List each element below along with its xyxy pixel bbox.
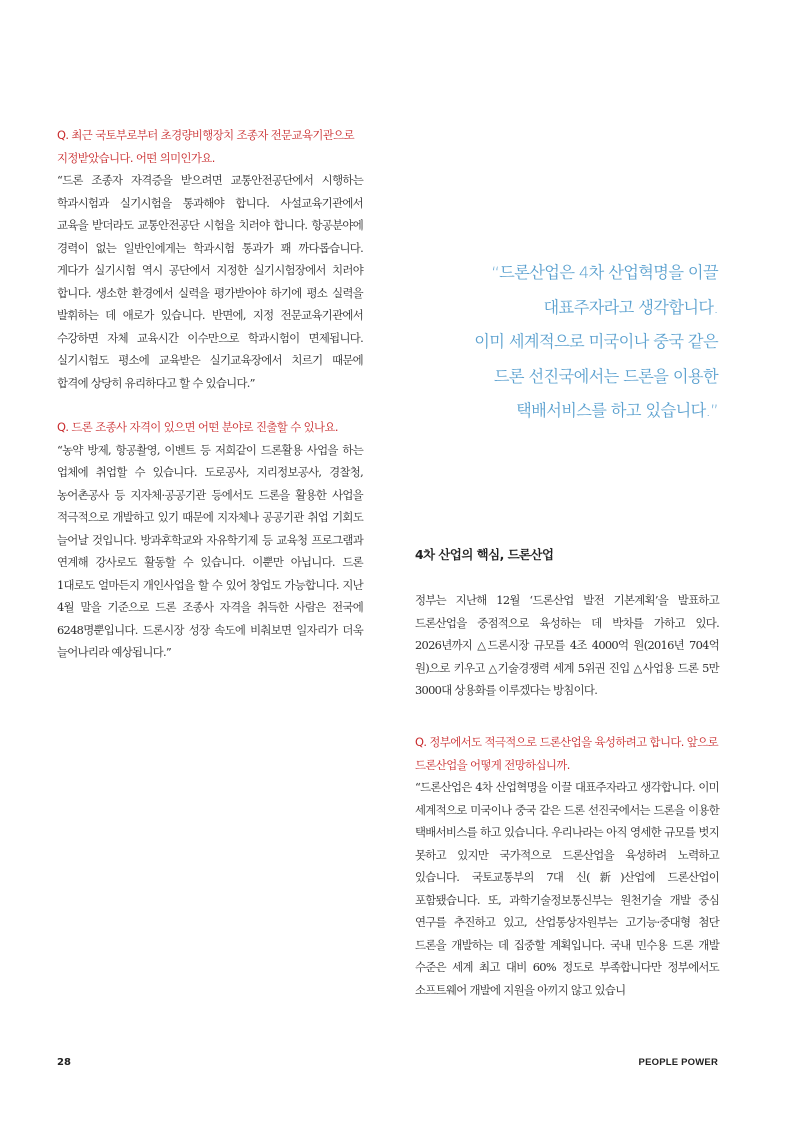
pull-quote bbox=[440, 256, 718, 429]
section-heading: 4차 산업의 핵심, 드론산업 bbox=[415, 547, 554, 562]
left-column bbox=[57, 124, 363, 664]
question-1: Q. 최근 국토부로부터 초경량비행장치 조종자 전문교육기관으로 지정받았습니다. 어떤 의미인가요. bbox=[57, 128, 354, 165]
pull-quote-line: 대표주자라고 생각합니다. bbox=[543, 297, 718, 317]
pull-quote-line: 이미 세계적으로 미국이나 중국 같은 bbox=[474, 332, 718, 351]
intro-paragraph-block bbox=[415, 589, 719, 702]
intro-paragraph: 정부는 지난해 12월 ‘드론산업 발전 기본계획’을 발표하고 드론산업을 중점적으로 육성하는 데 박차를 가하고 있다. 2026년까지 △드론시장 규모를 4조 4000억 원(2016년 704억 원)으로 키우고 △기술경쟁력 세계 5위권 진입 △사업용 드론 5만 3000대 상용화를 이루겠다는 방침이다. bbox=[415, 593, 719, 697]
question-3: Q. 정부에서도 적극적으로 드론산업을 육성하려고 합니다. 앞으로 드론산업을 어떻게 전망하십니까. bbox=[415, 735, 719, 772]
pull-quote-line: 택배서비스를 하고 있습니다.” bbox=[516, 401, 718, 420]
answer-1: “드론 조종자 자격증을 받으려면 교통안전공단에서 시행하는 학과시험과 실기시험을 통과해야 합니다. 사설교육기관에서 교육을 받더라도 교통안전공단 시험을 치러야 합니다. 항공분야에 경력이 없는 일반인에게는 학과시험 통과가 꽤 까다롭습니다. 게다가 실기시험 역시 공단에서 지정한 실기시험장에서 치러야 합니다. 생소한 환경에서 실력을 평가받아야 하기에 평소 실력을 발휘하는 데 애로가 있습니다. 반면에, 지정 전문교육기관에서 수강하면 자체 교육시간 이수만으로 학과시험이 면제됩니다. 실기시험도 평소에 교육받은 실기교육장에서 치르기 때문에 합격에 상당히 유리하다고 할 수 있습니다.” bbox=[57, 173, 363, 390]
magazine-name: PEOPLE POWER bbox=[638, 1057, 718, 1068]
answer-2: “농약 방제, 항공촬영, 이벤트 등 저희같이 드론활용 사업을 하는 업체에 취업할 수 있습니다. 도로공사, 지리정보공사, 경찰청, 농어촌공사 등 지자체·공공기관 등에서도 드론을 활용한 사업을 적극적으로 개발하고 있기 때문에 지자체나 공공기관 취업 기회도 늘어날 것입니다. 방과후학교와 자유학기제 등 교육청 프로그램과 연계해 강사로도 활동할 수 있습니다. 이뿐만 아닙니다. 드론 1대로도 얼마든지 개인사업을 할 수 있어 창업도 가능합니다. 지난 4월 말을 기준으로 드론 조종사 자격을 취득한 사람은 전국에 6248명뿐입니다. 드론시장 성장 속도에 비춰보면 일자리가 더욱 늘어나리라 예상됩니다.” bbox=[57, 442, 363, 659]
page-number: 28 bbox=[57, 1057, 71, 1068]
question-2: Q. 드론 조종사 자격이 있으면 어떤 분야로 진출할 수 있나요. bbox=[57, 420, 338, 434]
pull-quote-line: 드론 선진국에서는 드론을 이용한 bbox=[493, 366, 718, 386]
answer-3: “드론산업은 4차 산업혁명을 이끌 대표주자라고 생각합니다. 이미 세계적으로 미국이나 중국 같은 드론 선진국에서는 드론을 이용한 택배서비스를 하고 있습니다. 우리나라는 아직 영세한 규모를 벗지 못하고 있지만 국가적으로 드론산업을 육성하려 노력하고 있습니다. 국토교통부의 7대 신(新)산업에 드론산업이 포함됐습니다. 또, 과학기술정보통신부는 원천기술 개발 중심 연구를 추진하고 있고, 산업통상자원부는 고기능·중대형 첨단 드론을 개발하는 데 집중할 계획입니다. 국내 민수용 드론 개발 수준은 세계 최고 대비 60% 정도로 부족합니다만 정부에서도 소프트웨어 개발에 지원을 아끼지 않고 있습니 bbox=[415, 780, 719, 997]
right-qa-block bbox=[415, 731, 719, 1001]
pull-quote-line: “드론산업은 4차 산업혁명을 이끌 bbox=[491, 263, 718, 282]
